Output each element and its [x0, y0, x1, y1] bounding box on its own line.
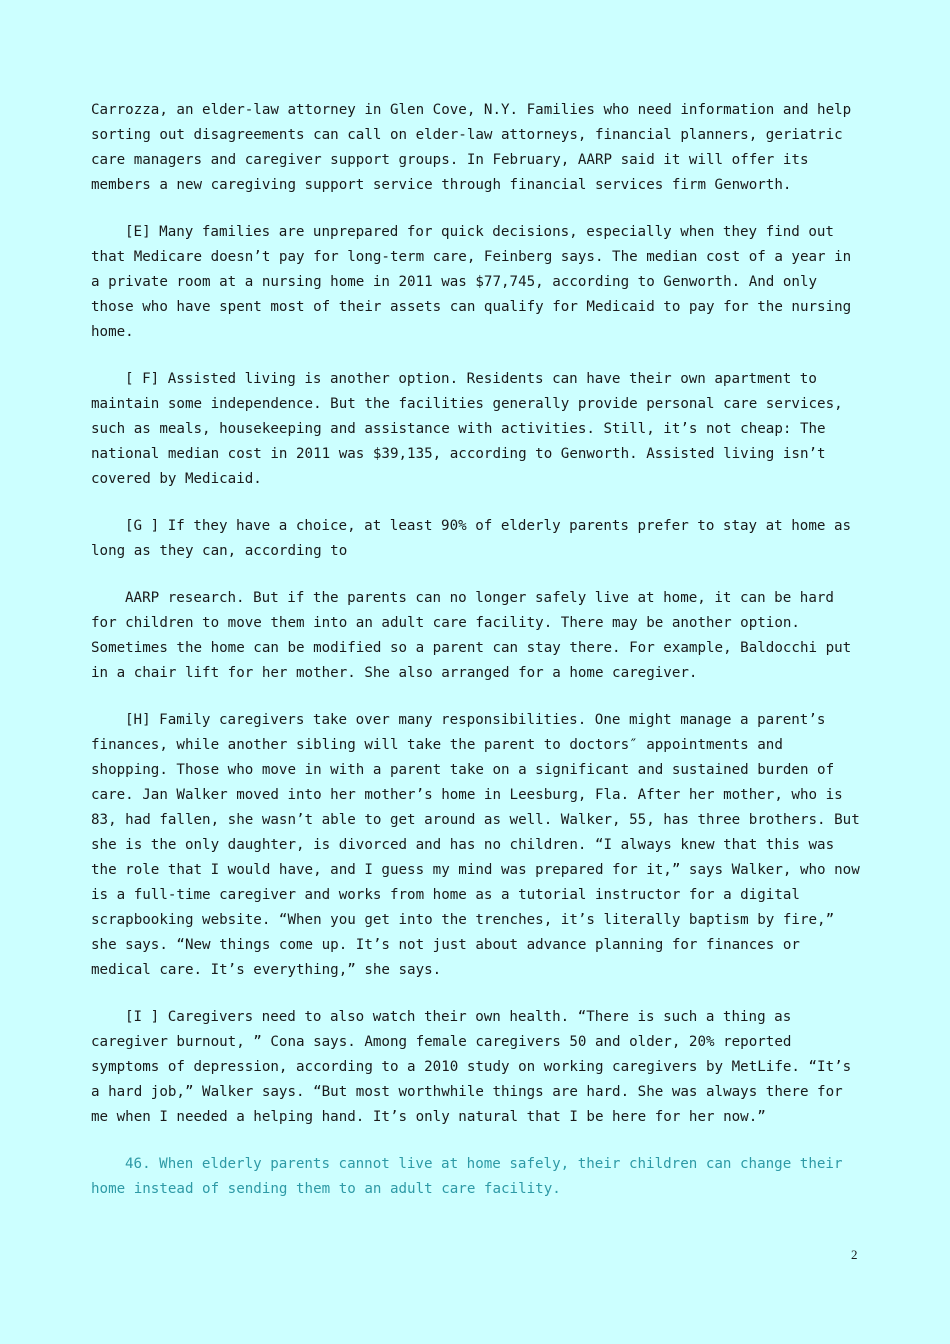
paragraph-h: [H] Family caregivers take over many responsibilities. One might manage a parent’s finances, while another sibling will take the parent to doctors″ appointments and shopping. Those who move in with a parent take on a significant and sustained burden of care. Jan Walker moved into her mother’s home in Leesburg, Fla. After her mother, who is 83, had fallen, she wasn’t able to get around as well. Walker, 55, has three brothers. But she is the only daughter, is divorced and has no children. “I always knew that this was the role that I would have, and I guess my mind was prepared for it,” says Walker, who now is a full-time caregiver and works from home as a tutorial instructor for a digital scrapbooking website. “When you get into the trenches, it’s literally baptism by fire,” she says. “New things come up. It’s not just about advance planning for finances or medical care. It’s everything,” she says.	[91, 712, 869, 978]
paragraph-i: [I ] Caregivers need to also watch their own health. “There is such a thing as caregiver burnout, ” Cona says. Among female caregivers 50 and older, 20% reported symptoms of depression, according to a 2010 study on working caregivers by MetLife. “It’s a hard job,” Walker says. “But most worthwhile things are hard. She was always there for me when I needed a helping hand. It’s only natural that I be here for her now.”	[91, 1009, 860, 1125]
paragraph-continuation: Carrozza, an elder-law attorney in Glen Cove, N.Y. Families who need information and help sorting out disagreements can call on elder-law attorneys, financial planners, geriatric care managers and caregiver support groups. In February, AARP said it will offer its members a new caregiving support service through financial services firm Genworth.	[91, 102, 860, 193]
paragraph-f: [ F] Assisted living is another option. Residents can have their own apartment to maintain some independence. But the facilities generally provide personal care services, such as meals, housekeeping and assistance with activities. Still, it’s not cheap: The national median cost in 2011 was $39,135, according to Genworth. Assisted living isn’t covered by Medicaid.	[91, 371, 852, 487]
page-number: 2	[851, 1247, 858, 1262]
question-46: 46. When elderly parents cannot live at home safely, their children can change their home instead of sending them to an adult care facility.	[91, 1156, 852, 1197]
paragraph-g: [G ] If they have a choice, at least 90% of elderly parents prefer to stay at home as long as they can, according to	[91, 518, 860, 559]
paragraph-e: [E] Many families are unprepared for quick decisions, especially when they find out that Medicare doesn’t pay for long-term care, Feinberg says. The median cost of a year in a private room at a nursing home in 2011 was $77,745, according to Genworth. And only those who have spent most of their assets can qualify for Medicaid to pay for the nursing home.	[91, 224, 860, 340]
paragraph-g-continued: AARP research. But if the parents can no longer safely live at home, it can be hard for children to move them into an adult care facility. There may be another option. Sometimes the home can be modified so a parent can stay there. For example, Baldocchi put in a chair lift for her mother. She also arranged for a home caregiver.	[91, 590, 860, 681]
document-body	[91, 98, 869, 1224]
